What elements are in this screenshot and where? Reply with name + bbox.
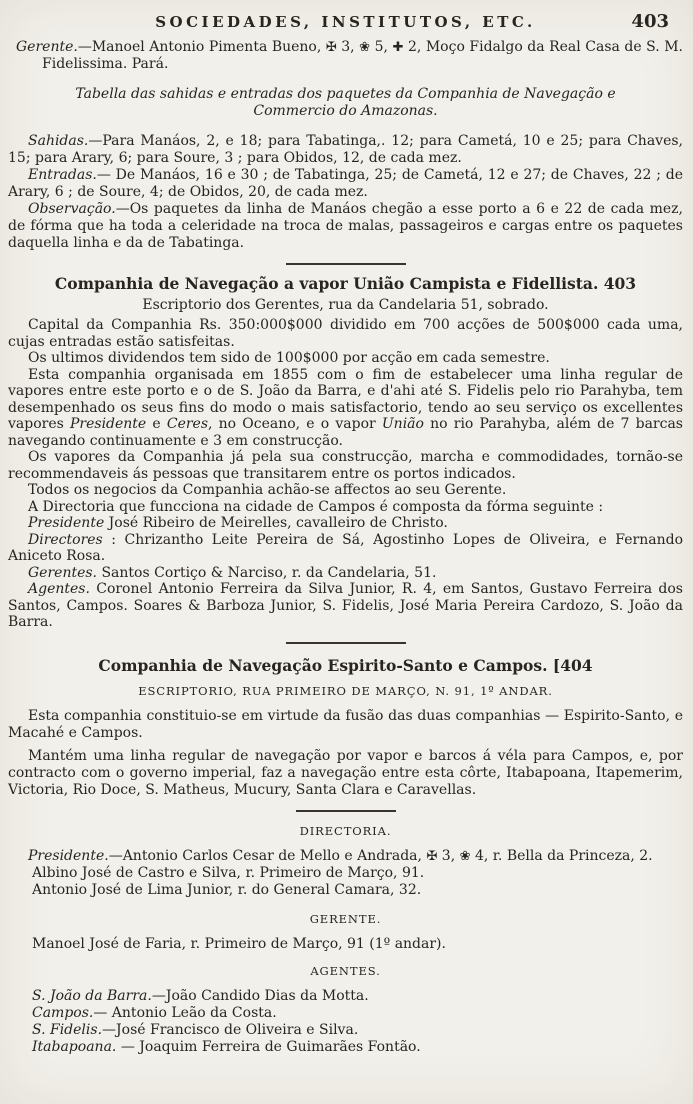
observacao-text: —Os paquetes da linha de Manáos chegão a esse porto a 6 e 22 de cada mez, de fórma que ha toda a celeridade na troca de malas, passageiros e cargas entre os paquetes daquella linha e da de Tabatinga.: [8, 201, 683, 251]
entradas-paragraph: [8, 167, 683, 201]
agent-name: —João Candido Dias da Motta.: [151, 987, 369, 1004]
gerente-grade-3: 2,: [403, 39, 426, 55]
vapores-paragraph: Os vapores da Companhia já pela sua construcção, marcha e commodidades, tornão-se recommendaveis ás pessoas que transitarem entre os portos indicados.: [8, 449, 683, 482]
negocios-paragraph: Todos os negocios da Companhia achão-se affectos ao seu Gerente.: [28, 482, 507, 498]
running-title: SOCIEDADES, INSTITUTOS, ETC.: [155, 13, 536, 31]
directores-text: : Chrizantho Leite Pereira de Sá, Agostinho Lopes de Oliveira, e Fernando Aniceto Rosa.: [8, 531, 683, 564]
gerente-text-1: —Manoel Antonio Pimenta Bueno,: [77, 39, 326, 55]
espirito-presidente-text-2: r. Bella da Princeza, 2.: [492, 847, 653, 864]
gerente-heading: GERENTE.: [309, 911, 382, 926]
historia-paragraph: [8, 367, 683, 450]
presidente-label: Presidente: [28, 515, 105, 531]
gerentes-paragraph: [8, 565, 683, 582]
gerentes-text: Santos Cortiço & Narciso, r. da Candelaria, 51.: [97, 564, 437, 581]
agent-line: [32, 1039, 683, 1056]
presidente-text: José Ribeiro de Meirelles, cavalleiro de Christo.: [104, 515, 448, 531]
director-line: Albino José de Castro e Silva, r. Primeiro de Março, 91.: [32, 864, 425, 881]
directores-label: Directores: [28, 531, 103, 548]
gerente-text-2: Moço Fidalgo da Real Casa de S. M. Fidelissima. Pará.: [42, 39, 683, 72]
sahidas-text: —Para Manáos, 2, e 18; para Tabatinga,. 12; para Cametá, 10 e 25; para Chaves, 15; para Arary, 6; para Soure, 3 ; para Obidos, 12, de cada mez.: [8, 133, 683, 166]
directoria-divider: [296, 810, 396, 812]
gerente-grade-2: 5,: [370, 39, 393, 55]
espirito-gerente-line: Manoel José de Faria, r. Primeiro de Março, 91 (1º andar).: [32, 935, 446, 952]
campista-escriptorio: Escriptorio dos Gerentes, rua da Candelaria 51, sobrado.: [142, 296, 549, 313]
entradas-text: — De Manáos, 16 e 30 ; de Tabatinga, 25; de Cametá, 12 e 27; de Chaves, 22 ; de Arary, 6 ; de Soure, 4; de Obidos, 20, de cada mez.: [8, 167, 683, 200]
espirito-heading: Companhia de Navegação Espirito-Santo e Campos. [404: [98, 655, 593, 675]
page-header: [8, 12, 683, 34]
historia-text-3: , no Oceano, e o vapor: [208, 416, 382, 432]
agentes-heading: AGENTES.: [310, 963, 381, 978]
page-number: 403: [631, 11, 669, 32]
schedule-block: [8, 133, 683, 252]
historia-text-2: e: [146, 416, 167, 432]
espirito-santo-section: [8, 655, 683, 1056]
order-of-christ-icon: ✠: [325, 40, 337, 55]
directores-paragraph: [8, 532, 683, 565]
order-of-christ-icon: ✠: [426, 848, 438, 864]
agent-name: — Joaquim Ferreira de Guimarães Fontão.: [116, 1038, 421, 1055]
espirito-presidente-text-1: —Antonio Carlos Cesar de Mello e Andrada,: [108, 847, 427, 864]
agent-line: [32, 988, 683, 1005]
agent-place: Campos.: [32, 1004, 94, 1021]
agent-place: S. João da Barra.: [32, 987, 152, 1004]
director-line: Antonio José de Lima Junior, r. do General Camara, 32.: [32, 881, 422, 898]
tabella-caption: Tabella das sahidas e entradas dos paquetes da Companhia de Navegação e Commercio do Amazonas.: [75, 86, 616, 119]
agentes-paragraph: [8, 581, 683, 631]
gerente-label: Gerente.: [16, 39, 78, 55]
directoria-heading: DIRECTORIA.: [299, 823, 392, 838]
campista-section: [8, 276, 683, 631]
agent-place: S. Fidelis.: [32, 1021, 103, 1038]
observacao-paragraph: [8, 201, 683, 252]
agentes-text: Coronel Antonio Ferreira da Silva Junior, R. 4, em Santos, Gustavo Ferreira dos Santos, Campos. Soares & Barboza Junior, S. Fidelis, José Maria Pereira Cardozo, S. João da Barra.: [8, 581, 683, 630]
sahidas-paragraph: [8, 133, 683, 167]
capital-paragraph: Capital da Companhia Rs. 350:000$000 dividido em 700 acções de 500$000 cada uma, cujas entradas estão satisfeitas.: [8, 317, 683, 350]
ship-name-presidente: Presidente: [69, 416, 147, 432]
historia-text-1: Esta companhia organisada em 1855 com o fim de estabelecer uma linha regular de vapores entre este porto e o de S. João da Barra, e d'ahi até S. Fidelis pelo rio Parahyba, tem desempenhado os seus fins do modo o mais satisfactorio, tendo ao seu serviço os excellentes vapores: [8, 366, 683, 432]
agent-line: [32, 1022, 683, 1039]
espirito-presidente-grade-2: 4,: [470, 847, 493, 864]
entradas-label: Entradas.: [28, 167, 97, 183]
agent-line: [32, 1005, 683, 1022]
gerente-grade-1: 3,: [336, 39, 360, 55]
campista-presidente-paragraph: [8, 515, 683, 532]
espirito-presidente-label: Presidente.: [28, 847, 109, 864]
agent-name: — Antonio Leão da Costa.: [93, 1004, 277, 1021]
section-divider-2: [286, 642, 406, 644]
order-cross-icon: ✚: [392, 40, 404, 55]
fusao-paragraph: Esta companhia constituio-se em virtude da fusão das duas companhias — Espirito-Santo, e Macahé e Campos.: [8, 707, 683, 741]
forma-paragraph: A Directoria que funcciona na cidade de Campos é composta da fórma seguinte :: [28, 498, 604, 515]
espirito-escriptorio: ESCRIPTORIO, RUA PRIMEIRO DE MARÇO, N. 91, 1º ANDAR.: [138, 683, 553, 698]
agent-name: —José Francisco de Oliveira e Silva.: [102, 1021, 359, 1038]
agent-place: Itabapoana.: [32, 1038, 117, 1055]
espirito-presidente-grade-1: 3,: [437, 847, 460, 864]
linha-paragraph: Mantém uma linha regular de navegação por vapor e barcos á véla para Campos, e, por contracto com o governo imperial, faz a navegação entre esta côrte, Itabapoana, Itapemerim, Victoria, Rio Doce, S. Matheus, Mucury, Santa Clara e Caravellas.: [8, 747, 683, 798]
section-divider: [286, 263, 406, 265]
ship-name-ceres: Ceres: [166, 416, 209, 432]
sahidas-label: Sahidas.: [28, 133, 89, 149]
historia-text-4: no rio Parahyba, além de 7 barcas navegando continuamente e 3 em construcção.: [8, 416, 683, 449]
observacao-label: Observação.: [28, 201, 116, 217]
order-of-rose-icon: ❀: [359, 40, 371, 55]
espirito-presidente-paragraph: [8, 848, 683, 865]
agentes-label: Agentes.: [28, 581, 90, 597]
dividendos-paragraph: Os ultimos dividendos tem sido de 100$000 por acção em cada semestre.: [28, 350, 550, 366]
gerentes-label: Gerentes.: [28, 564, 98, 581]
ship-name-uniao: União: [381, 416, 424, 432]
campista-heading: Companhia de Navegação a vapor União Campista e Fidellista. 403: [54, 274, 637, 293]
order-of-rose-icon: ❀: [459, 848, 471, 864]
gerente-paragraph: [8, 39, 683, 73]
